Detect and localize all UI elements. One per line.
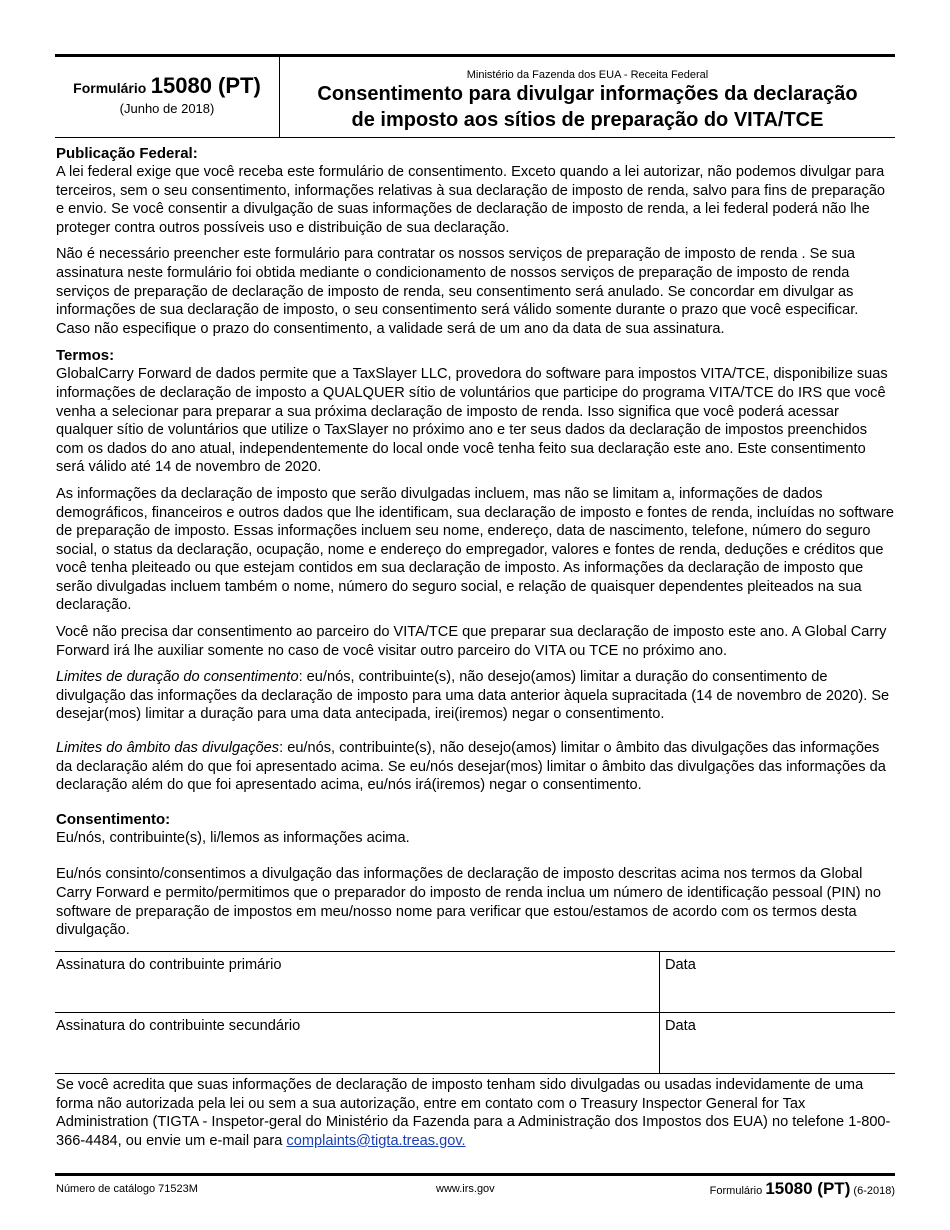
termos-paragraph-3: Você não precisa dar consentimento ao parceiro do VITA/TCE que preparar sua declaração de imposto este ano. A Global Carry Forward irá lhe auxiliar somente no caso de você visitar outro parceiro do VITA ou TCE no próximo ano. (56, 624, 887, 659)
agency-name: Ministério da Fazenda dos EUA - Receita Federal (466, 69, 709, 81)
termos-paragraph-2: As informações da declaração de imposto que serão divulgadas incluem, mas não se limitam a, informações de dados demográficos, financeiros e outros dados que lhe identificam, sua declaração de imposto e fontes de renda, incluídas no software de preparação de imposto. Essas informações incluem seu nome, endereço, data de nascimento, telefone, número do seguro social, o status da declaração, ocupação, nome e endereço do empregador, valores e fontes de renda, deduções e créditos que você tenha pleiteado ou que estejam contidos em sua declaração de imposto. As informações da declaração de imposto que serão divulgadas incluem também o nome, número do seguro social, e relação de quaisquer dependentes pleiteados na sua declaração. (56, 485, 895, 614)
footer-revision: (6-2018) (853, 1185, 895, 1197)
signature-table (55, 951, 895, 1074)
footer-form-word: Formulário (709, 1185, 763, 1197)
form-id-box (55, 57, 280, 137)
form-word: Formulário (73, 80, 147, 96)
footer-form-id (710, 1179, 895, 1199)
form-title-line1: Consentimento para divulgar informações da declaração (317, 83, 858, 105)
primary-signature-row (55, 952, 895, 1012)
tigta-notice-text: Se você acredita que suas informações de declaração de imposto tenham sido divulgadas ou usadas indevidamente de uma forma não autorizada pela lei ou sem a sua autorização, entre em contato com o Treasury Inspector General for Tax Administration (TIGTA - Inspetor-geral do Ministério da Fazenda para a Administração dos Impostos dos EUA) no telefone 1-800-366-4484, ou envie um e-mail para (56, 1077, 891, 1149)
footer-form-number: 15080 (PT) (765, 1179, 851, 1198)
limite-ambito (56, 739, 896, 795)
form-date: (Junho de 2018) (119, 101, 215, 116)
publicacao-heading: Publicação Federal: (56, 145, 198, 162)
limite-ambito-label: Limites do âmbito das divulgações (56, 740, 280, 757)
consentimento-paragraph-1: Eu/nós, contribuinte(s), li/lemos as informações acima. (56, 829, 410, 846)
catalog-number: Número de catálogo 71523M (56, 1183, 198, 1195)
form-body (56, 144, 896, 948)
form-title-box (280, 57, 895, 137)
page-footer (55, 1173, 895, 1200)
primary-signature-field[interactable]: Assinatura do contribuinte primário (56, 957, 282, 973)
complaints-email-link[interactable]: complaints@tigta.treas.gov. (286, 1132, 466, 1149)
limite-duracao-text: : eu/nós, contribuinte(s), não desejo(amos) limitar a duração do consentimento de divulgação das informações da declaração de imposto para uma data anterior àquela supracitada (14 de novembro de 2020). Se desejar(mos) limitar a duração para uma data antecipada, irei(iremos) negar o consentimento. (56, 669, 890, 723)
form-header (55, 54, 895, 138)
termos-heading: Termos: (56, 347, 115, 365)
secondary-signature-row (55, 1012, 895, 1073)
termos-paragraph-1: GlobalCarry Forward de dados permite que a TaxSlayer LLC, provedora do software para impostos VITA/TCE, disponibilize suas informações de declaração de imposto a QUALQUER sítio de voluntários que participe do programa VITA/TCE do IRS que você venha a selecionar para preparar a sua próxima declaração de imposto de renda. Isso significa que você poderá acessar qualquer sítio de voluntários que utilize o TaxSlayer no próximo ano e ter seus dados da declaração de impostos preenchidos com os dados do ano atual, independentemente do local onde você tenha feito sua declaração este ano. Este consentimento será válido até 14 de novembro de 2020. (56, 366, 888, 476)
limite-ambito-text: : eu/nós, contribuinte(s), não desejo(amos) limitar o âmbito das divulgações das informações da declaração além do que foi apresentado acima. Se eu/nós desejar(mos) limitar o âmbito das divulgações das informações da declaração além do que foi apresentado acima, eu/nós irá(iremos) negar o consentimento. (56, 740, 886, 794)
tigta-notice (56, 1076, 896, 1150)
secondary-date-field[interactable]: Data (659, 1013, 895, 1073)
limite-duracao (56, 668, 896, 724)
limite-duracao-label: Limites de duração do consentimento (56, 669, 299, 686)
irs-website: www.irs.gov (436, 1183, 495, 1195)
consentimento-paragraph-2: Eu/nós consinto/consentimos a divulgação das informações de declaração de imposto descritas acima nos termos da Global Carry Forward e permito/permitimos que o preparador do imposto de renda inclua um número de identificação pessoal (PIN) no software de preparação de impostos em meu/nosso nome para verificar que estou/estamos de acordo com os termos desta divulgação. (56, 866, 881, 939)
primary-date-field[interactable]: Data (659, 952, 895, 1012)
consentimento-heading: Consentimento: (56, 810, 171, 828)
secondary-signature-field[interactable]: Assinatura do contribuinte secundário (56, 1018, 301, 1034)
publicacao-paragraph-2: Não é necessário preencher este formulário para contratar os nossos serviços de preparação de imposto de renda . Se sua assinatura neste formulário foi obtida mediante o condicionamento de nossos serviços de preparação de imposto de renda serviços de preparação de declaração de imposto de renda, seu consentimento será anulado. Se concordar em divulgar as informações de sua declaração de imposto, o seu consentimento será válido somente durante o prazo que você especificar. Caso não especifique o prazo do consentimento, a validade será de um ano da data de sua assinatura. (56, 246, 859, 337)
form-title-line2: de imposto aos sítios de preparação do VITA/TCE (351, 109, 824, 131)
publicacao-paragraph-1: A lei federal exige que você receba este formulário de consentimento. Exceto quando a lei autorizar, não podemos divulgar para terceiros, sem o seu consentimento, informações relativas à sua declaração de imposto de renda, salvo para fins de preparação e envio. Se você consentir a divulgação de suas informações de declaração de imposto de renda, a lei federal poderá não lhe proteger contra outros possíveis uso e distribuição de sua declaração. (56, 164, 886, 236)
form-number: 15080 (PT) (150, 73, 261, 98)
